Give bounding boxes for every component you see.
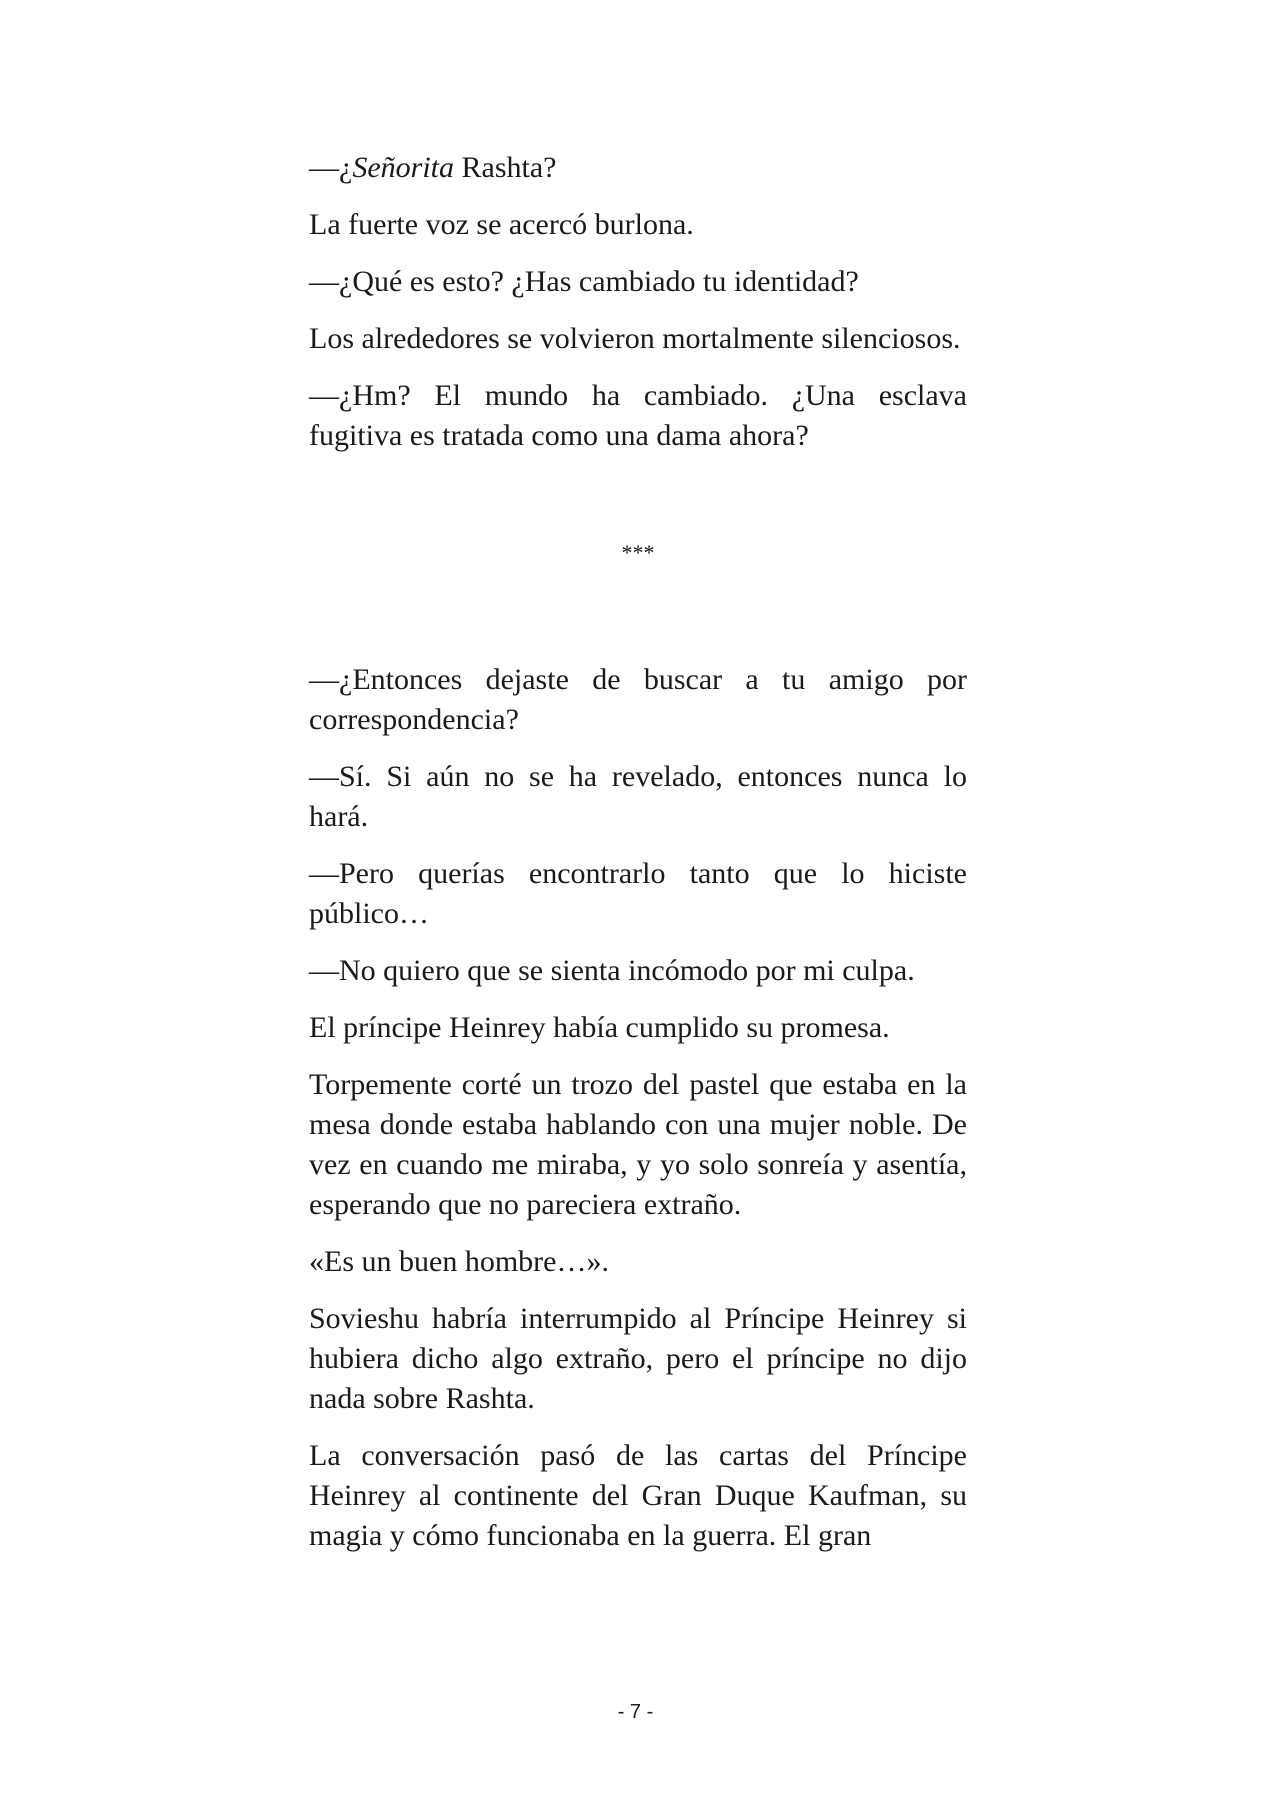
paragraph: —Sí. Si aún no se ha revelado, entonces nunca lo hará. <box>309 760 967 833</box>
paragraph: «Es un buen hombre…». <box>309 1245 609 1278</box>
paragraph: La fuerte voz se acercó burlona. <box>309 208 694 241</box>
paragraph: —¿Qué es esto? ¿Has cambiado tu identidad? <box>309 265 859 298</box>
scene-separator: *** <box>621 540 655 565</box>
paragraph: El príncipe Heinrey había cumplido su promesa. <box>309 1011 890 1044</box>
paragraph: Los alrededores se volvieron mortalmente silenciosos. <box>309 322 961 355</box>
paragraph <box>309 148 967 188</box>
paragraph: La conversación pasó de las cartas del Príncipe Heinrey al continente del Gran Duque Kaufman, su magia y cómo funcionaba en la guerra. El gran <box>309 1439 967 1552</box>
paragraph: Sovieshu habría interrumpido al Príncipe Heinrey si hubiera dicho algo extraño, pero el príncipe no dijo nada sobre Rashta. <box>309 1302 967 1415</box>
paragraph: —Pero querías encontrarlo tanto que lo hiciste público… <box>309 857 967 930</box>
page-number: - 7 - <box>617 1701 654 1723</box>
paragraph: Torpemente corté un trozo del pastel que estaba en la mesa donde estaba hablando con una mujer noble. De vez en cuando me miraba, y yo solo sonreía y asentía, esperando que no pareciera extraño. <box>309 1068 967 1221</box>
page-body <box>309 148 967 1573</box>
paragraph: —No quiero que se sienta incómodo por mi culpa. <box>309 954 915 987</box>
dialogue-rest: Rashta? <box>454 151 557 184</box>
paragraph: —¿Hm? El mundo ha cambiado. ¿Una esclava fugitiva es tratada como una dama ahora? <box>309 379 967 452</box>
paragraph: —¿Entonces dejaste de buscar a tu amigo por correspondencia? <box>309 663 967 736</box>
emphasized-text: Señorita <box>352 151 454 184</box>
dialogue-dash: —¿ <box>309 151 353 184</box>
